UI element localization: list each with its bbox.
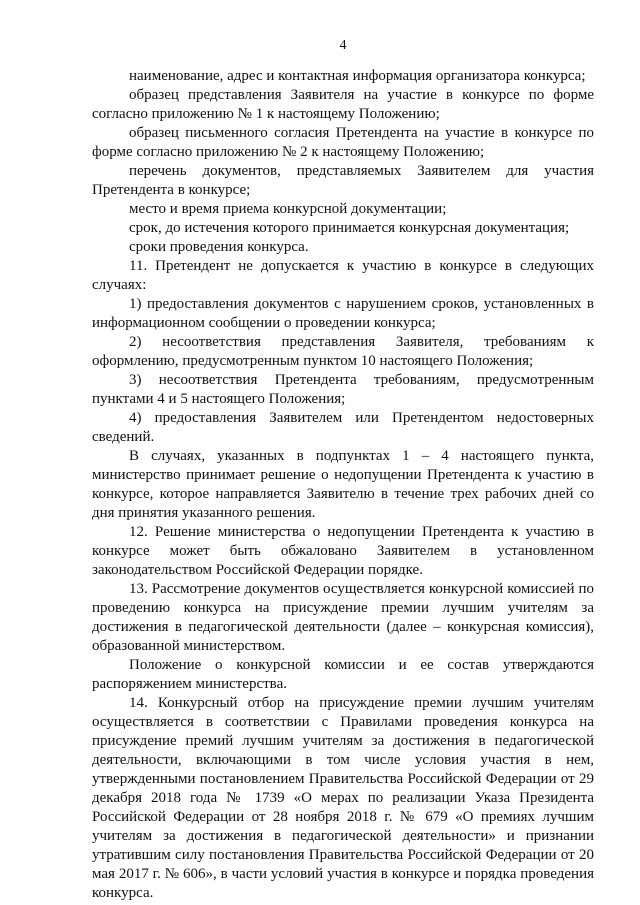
document-body xyxy=(92,67,594,903)
paragraph-subclause-3: 3) несоответствия Претендента требованиям, предусмотренным пунктами 4 и 5 настоящего Положения; xyxy=(92,372,594,407)
paragraph-refusal-decision: В случаях, указанных в подпунктах 1 – 4 настоящего пункта, министерство принимает решение о недопущении Претендента к участию в конкурсе, которое направляется Заявителю в течение трех рабочих дней со дня принятия указанного решения. xyxy=(92,448,594,521)
page-number: 4 xyxy=(339,38,347,53)
paragraph-organizer-info: наименование, адрес и контактная информация организатора конкурса; xyxy=(129,68,586,84)
paragraph-consent-form: образец письменного согласия Претендента на участие в конкурсе по форме согласно приложению № 2 к настоящему Положению; xyxy=(92,125,594,160)
paragraph-place-time: место и время приема конкурсной документации; xyxy=(129,201,447,217)
paragraph-document-list: перечень документов, представляемых Заявителем для участия Претендента в конкурсе; xyxy=(92,163,594,198)
paragraph-clause-12: 12. Решение министерства о недопущении Претендента к участию в конкурсе может быть обжаловано Заявителем в установленном законодательством Российской Федерации порядке. xyxy=(92,524,594,578)
paragraph-clause-14: 14. Конкурсный отбор на присуждение премии лучшим учителям осуществляется в соответствии с Правилами проведения конкурса на присуждение премий лучшим учителям за достижения в педагогической деятельности, включающими в том числе условия участия в нем, утвержденными постановлением Правительства Российской Федерации от 29 декабря 2018 года № 1739 «О мерах по реализации Указа Президента Российской Федерации от 28 ноября 2018 г. № 679 «О премиях лучшим учителям за достижения в педагогической деятельности» и признании утратившим силу постановления Правительства Российской Федерации от 20 мая 2017 г. № 606», в части условий участия в конкурсе и порядка проведения конкурса. xyxy=(92,695,594,901)
paragraph-clause-11: 11. Претендент не допускается к участию в конкурсе в следующих случаях: xyxy=(92,258,594,293)
paragraph-deadline: срок, до истечения которого принимается конкурсная документация; xyxy=(129,220,570,236)
paragraph-commission-regulation: Положение о конкурсной комиссии и ее состав утверждаются распоряжением министерства. xyxy=(92,657,594,692)
paragraph-subclause-2: 2) несоответствия представления Заявителя, требованиям к оформлению, предусмотренным пунктом 10 настоящего Положения; xyxy=(92,334,594,369)
paragraph-contest-dates: сроки проведения конкурса. xyxy=(129,239,309,255)
paragraph-clause-13: 13. Рассмотрение документов осуществляется конкурсной комиссией по проведению конкурса на присуждение премии лучшим учителям за достижения в педагогической деятельности (далее – конкурсная комиссия), образованной министерством. xyxy=(92,581,594,654)
paragraph-applicant-form: образец представления Заявителя на участие в конкурсе по форме согласно приложению № 1 к настоящему Положению; xyxy=(92,87,594,122)
paragraph-subclause-1: 1) предоставления документов с нарушением сроков, установленных в информационном сообщении о проведении конкурса; xyxy=(92,296,594,331)
paragraph-subclause-4: 4) предоставления Заявителем или Претендентом недостоверных сведений. xyxy=(92,410,594,445)
